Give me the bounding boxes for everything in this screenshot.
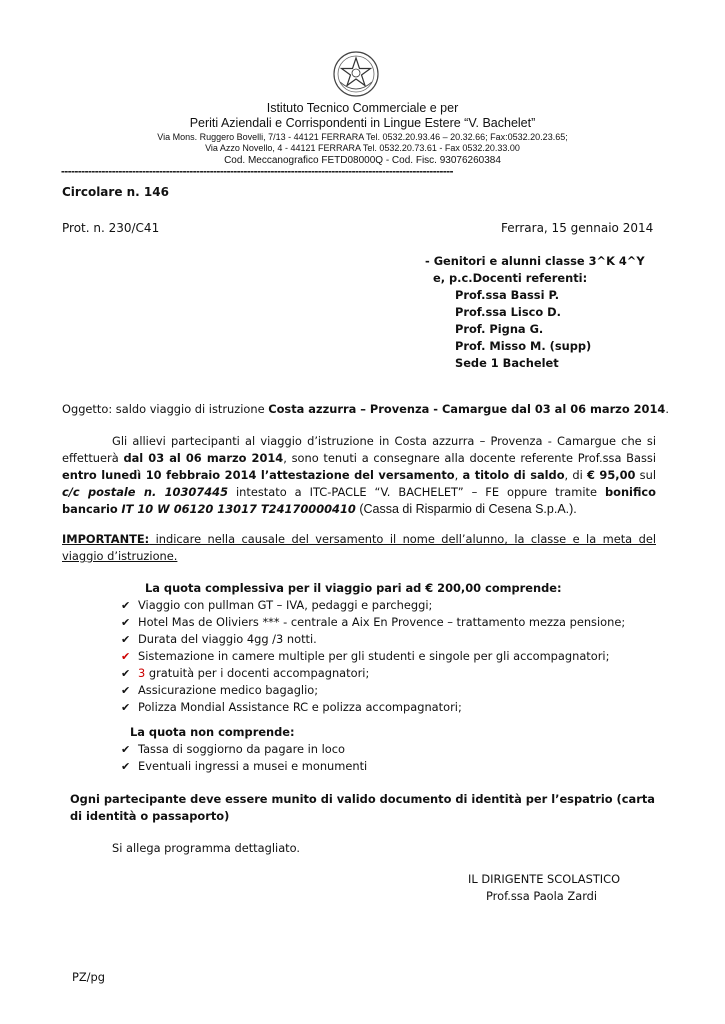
paragraph-text: , di [564, 468, 587, 482]
paragraph-deadline: entro lunedì 10 febbraio 2014 l’attestazione del versamento [62, 468, 455, 482]
excludes-list [121, 741, 367, 775]
recipient-line: - Genitori e alunni classe 3^K 4^Y [425, 254, 645, 268]
excludes-title: La quota non comprende: [130, 725, 295, 739]
includes-title: La quota complessiva per il viaggio pari ad € 200,00 comprende: [145, 581, 562, 595]
circolare-number: Circolare n. 146 [62, 185, 169, 199]
paragraph-text: intestato a ITC-PACLE “V. BACHELET” – FE oppure tramite [228, 485, 605, 499]
paragraph-postal-account: c/c postale n. 10307445 [62, 485, 229, 499]
paragraph-amount: € 95,00 [586, 468, 636, 482]
recipients-block [425, 253, 645, 372]
list-item: ✔ Sistemazione in camere multiple per gli studenti e singole per gli accompagnatori; [121, 649, 610, 663]
paragraph-text: sul [635, 468, 656, 482]
protocol-number: Prot. n. 230/C41 [62, 221, 160, 235]
footer-initials: PZ/pg [72, 970, 105, 984]
list-item: ✔ Polizza Mondial Assistance RC e polizza accompagnatori; [121, 700, 462, 714]
signature-name: Prof.ssa Paola Zardi [486, 889, 598, 903]
signature-role: IL DIRIGENTE SCOLASTICO [468, 872, 621, 886]
gratuita-number: 3 [138, 666, 146, 680]
check-icon: ✔ [121, 684, 131, 697]
paragraph-dates: dal 03 al 06 marzo 2014 [123, 451, 284, 465]
check-icon: ✔ [121, 760, 131, 773]
paragraph-text: , [454, 468, 463, 482]
id-document-note: Ogni partecipante deve essere munito di valido documento di identità per l’espatrio (carta di identità o passaporto) [70, 792, 655, 823]
document-date: Ferrara, 15 gennaio 2014 [501, 221, 654, 235]
header-address2: Via Azzo Novello, 4 - 44121 FERRARA Tel. 0532.20.73.61 - Fax 0532.20.33.00 [205, 143, 520, 153]
subject-bold: Costa azzurra – Provenza - Camargue dal 03 al 06 marzo 2014 [268, 402, 666, 416]
check-icon: ✔ [121, 616, 131, 629]
emblem-logo [332, 50, 380, 98]
check-icon: ✔ [121, 599, 131, 612]
important-text: indicare nella causale del versamento il nome dell’alunno, la classe e la meta del viaggio d’istruzione. [62, 532, 656, 563]
paragraph-text: Gli allievi partecipanti al viaggio d’istruzione in Costa azzurra – Provenza - Camargue che si effettuerà [62, 434, 656, 465]
header-line2: Periti Aziendali e Corrispondenti in Lingue Estere “V. Bachelet” [189, 116, 536, 130]
check-icon: ✔ [121, 701, 131, 714]
paragraph-iban: IT 10 W 06120 13017 T24170000410 [121, 502, 356, 516]
list-item: ✔ Assicurazione medico bagaglio; [121, 683, 319, 697]
header-line1: Istituto Tecnico Commerciale e per [266, 101, 459, 115]
list-item: ✔ 3 gratuità per i docenti accompagnatori; [121, 666, 370, 680]
paragraph-bank-transfer: bonifico bancario [62, 485, 656, 516]
recipient-line: Sede 1 Bachelet [455, 356, 559, 370]
list-item: ✔ Eventuali ingressi a musei e monumenti [121, 759, 368, 773]
main-paragraph [62, 433, 656, 518]
check-icon: ✔ [121, 667, 131, 680]
check-icon: ✔ [121, 743, 131, 756]
check-icon: ✔ [121, 633, 131, 646]
recipient-line: Prof. Misso M. (supp) [455, 339, 592, 353]
header-address1: Via Mons. Ruggero Bovelli, 7/13 - 44121 FERRARA Tel. 0532.20.93.46 – 20.32.66; Fax:0532.20.23.65; [157, 132, 568, 142]
list-item: ✔ Tassa di soggiorno da pagare in loco [121, 742, 346, 756]
header-codes: Cod. Meccanografico FETD08000Q - Cod. Fisc. 93076260384 [224, 155, 501, 166]
includes-list [121, 597, 625, 716]
recipient-line: Prof.ssa Bassi P. [455, 288, 560, 302]
important-note [62, 531, 656, 565]
paragraph-bank-name: (Cassa di Risparmio di Cesena S.p.A.). [355, 502, 577, 516]
paragraph-saldo: a titolo di saldo [462, 468, 565, 482]
subject-line [62, 401, 669, 418]
important-label: IMPORTANTE: [62, 532, 150, 546]
recipient-line: e, p.c.Docenti referenti: [433, 271, 588, 285]
subject-prefix: Oggetto: saldo viaggio di istruzione [62, 402, 269, 416]
check-icon: ✔ [121, 650, 131, 663]
paragraph-text: , sono tenuti a consegnare alla docente referente Prof.ssa Bassi [283, 451, 656, 465]
recipient-line: Prof. Pigna G. [455, 322, 544, 336]
recipient-line: Prof.ssa Lisco D. [455, 305, 561, 319]
list-item: ✔ Hotel Mas de Oliviers *** - centrale a Aix En Provence – trattamento mezza pensione; [121, 615, 626, 629]
header-separator: -------------------------------------------------------------------------------------------------------------------- [61, 166, 454, 178]
subject-suffix: . [665, 402, 669, 416]
list-item: ✔ Durata del viaggio 4gg /3 notti. [121, 632, 317, 646]
list-item: ✔ Viaggio con pullman GT – IVA, pedaggi e parcheggi; [121, 598, 433, 612]
attachment-note: Si allega programma dettagliato. [112, 841, 301, 855]
